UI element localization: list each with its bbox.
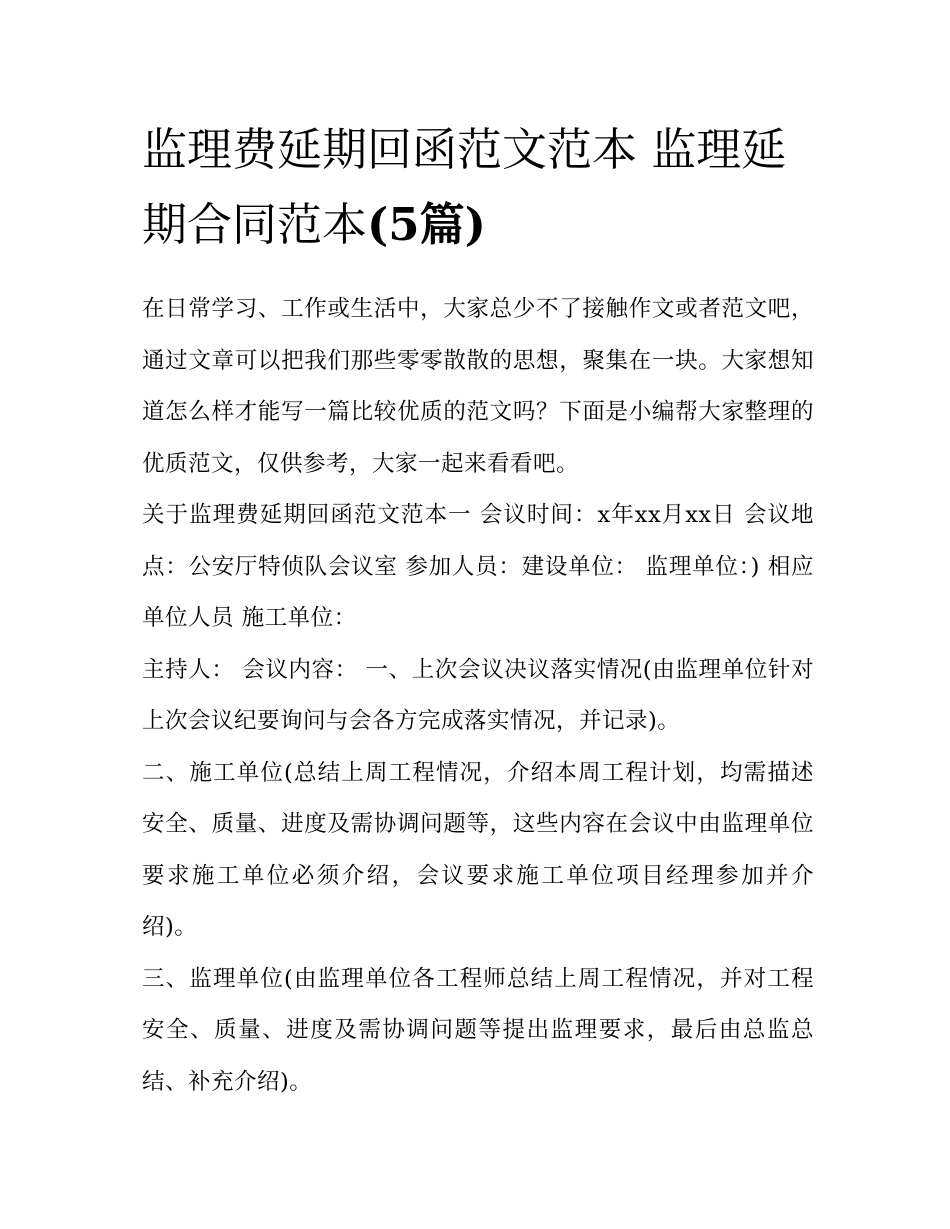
host-content-paragraph: 主持人： 会议内容： 一、上次会议决议落实情况(由监理单位针对上次会议纪要询问与会各方完成落实情况，并记录)。 bbox=[142, 656, 814, 734]
meeting-info-paragraph: 关于监理费延期回函范文范本一 会议时间：x年xx月xx日 会议地点：公安厅特侦队会议室 参加人员：建设单位： 监理单位：) 相应单位人员 施工单位： bbox=[142, 502, 814, 631]
intro-paragraph: 在日常学习、工作或生活中，大家总少不了接触作文或者范文吧，通过文章可以把我们那些零零散散的思想，聚集在一块。大家想知道怎么样才能写一篇比较优质的范文吗？下面是小编帮大家整理的优质范文，仅供参考，大家一起来看看吧。 bbox=[142, 296, 814, 477]
supervisor-paragraph: 三、监理单位(由监理单位各工程师总结上周工程情况，并对工程安全、质量、进度及需协调问题等提出监理要求，最后由总监总结、补充介绍)。 bbox=[142, 965, 814, 1095]
title-main-text: 监理费延期回函范文范本 监理延期合同范本 bbox=[142, 123, 787, 251]
document-title bbox=[142, 112, 814, 262]
contractor-paragraph: 二、施工单位(总结上周工程情况，介绍本周工程计划，均需描述安全、质量、进度及需协调问题等，这些内容在会议中由监理单位要求施工单位必须介绍，会议要求施工单位项目经理参加并介绍)。 bbox=[142, 759, 814, 940]
document-page bbox=[142, 112, 814, 1108]
title-count-text: (5篇) bbox=[367, 198, 486, 251]
